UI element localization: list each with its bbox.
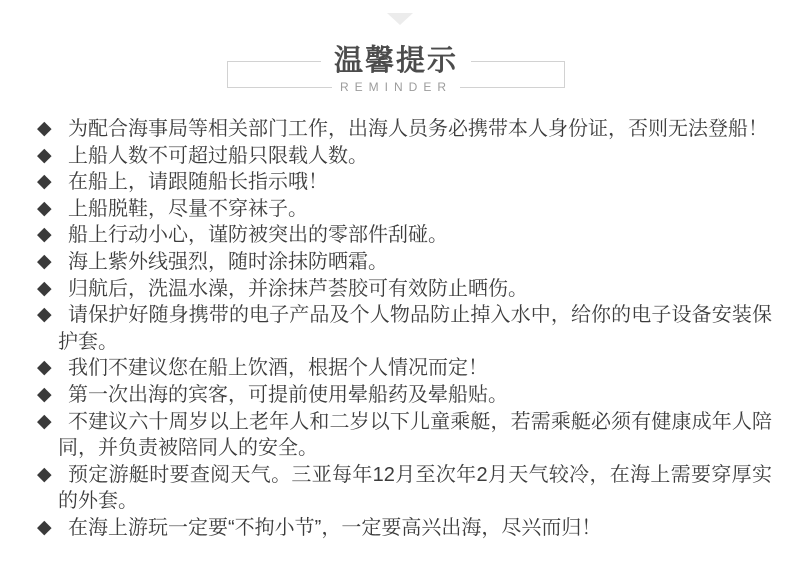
list-item — [0, 222, 800, 249]
list-item-text: 船上行动小心，谨防被突出的零部件刮碰。 — [68, 224, 448, 247]
tips-list — [0, 116, 800, 542]
list-item — [0, 169, 800, 196]
diamond-bullet-icon: ◆ — [37, 144, 52, 166]
list-item-text: 第一次出海的宾客，可提前使用晕船药及晕船贴。 — [68, 383, 508, 406]
list-item — [0, 143, 800, 170]
list-item — [0, 355, 800, 382]
list-item — [0, 302, 800, 355]
list-item — [0, 196, 800, 223]
list-item — [0, 382, 800, 409]
diamond-bullet-icon: ◆ — [37, 171, 52, 193]
list-item-text: 上船脱鞋，尽量不穿袜子。 — [68, 197, 308, 220]
list-item-text: 不建议六十周岁以上老年人和二岁以下儿童乘艇，若需乘艇必须有健康成年人陪同，并负责被陪同人的安全。 — [58, 410, 772, 460]
list-item — [0, 462, 800, 515]
list-item-text: 上船人数不可超过船只限载人数。 — [68, 144, 368, 167]
reminder-page — [0, 13, 800, 583]
list-item-text: 请保护好随身携带的电子产品及个人物品防止掉入水中，给你的电子设备安装保护套。 — [58, 304, 772, 353]
list-item-text: 预定游艇时要查阅天气。三亚每年12月至次年2月天气较冷，在海上需要穿厚实的外套。 — [58, 463, 772, 513]
page-subtitle: REMINDER — [332, 80, 460, 95]
diamond-bullet-icon: ◆ — [37, 118, 52, 139]
list-item-text: 归航后，洗温水澡，并涂抹芦荟胶可有效防止晒伤。 — [68, 277, 528, 300]
diamond-bullet-icon: ◆ — [37, 357, 52, 379]
header-box — [227, 45, 565, 94]
list-item — [0, 515, 800, 542]
diamond-bullet-icon: ◆ — [37, 277, 52, 299]
list-item-text: 在船上，请跟随船长指示哦！ — [68, 171, 328, 194]
list-item — [0, 116, 800, 143]
diamond-bullet-icon: ◆ — [37, 250, 52, 272]
page-title: 温馨提示 — [321, 44, 471, 78]
diamond-bullet-icon: ◆ — [37, 224, 52, 246]
list-item — [0, 249, 800, 276]
diamond-bullet-icon: ◆ — [37, 383, 52, 405]
list-item-text: 在海上游玩一定要“不拘小节”，一定要高兴出海，尽兴而归！ — [68, 516, 602, 539]
diamond-bullet-icon: ◆ — [37, 410, 52, 432]
diamond-bullet-icon: ◆ — [37, 197, 52, 219]
diamond-bullet-icon: ◆ — [37, 516, 52, 538]
list-item — [0, 276, 800, 303]
list-item — [0, 409, 800, 462]
diamond-bullet-icon: ◆ — [37, 463, 52, 485]
list-item-text: 为配合海事局等相关部门工作，出海人员务必携带本人身份证，否则无法登船！ — [68, 118, 768, 140]
diamond-bullet-icon: ◆ — [37, 304, 52, 326]
list-item-text: 我们不建议您在船上饮酒，根据个人情况而定！ — [68, 357, 488, 380]
list-item-text: 海上紫外线强烈，随时涂抹防晒霜。 — [68, 250, 388, 273]
triangle-down-icon — [387, 13, 413, 25]
